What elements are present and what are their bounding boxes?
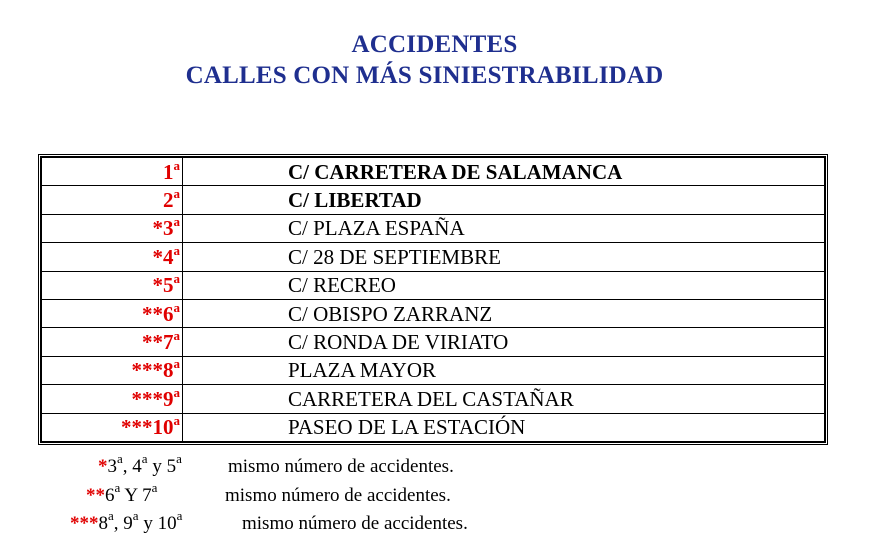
rank-ordinal: a [173,242,180,258]
rank-ordinal: a [173,299,180,315]
footnote-2-part2: Y 7 [120,485,152,506]
footnote-1-stars: * [98,456,108,477]
footnote-3 [70,508,468,536]
table-row [41,214,825,242]
street-name: C/ LIBERTAD [183,186,826,214]
rank-position [41,385,183,413]
rank-number: 7 [163,330,174,355]
title-line-1: ACCIDENTES [351,31,518,58]
rank-stars: *** [131,358,163,383]
ranking-table-body [41,157,825,442]
table-row [41,271,825,299]
footnote-2-sup2: a [151,480,158,495]
rank-ordinal: a [173,413,180,429]
footnote-3-part3: y 10 [138,513,177,534]
rank-number: 3 [163,216,174,241]
footnote-1-sup3: a [176,451,182,466]
footnote-3-part1: 8 [98,513,108,534]
rank-position [41,214,183,242]
street-name: C/ RECREO [183,271,826,299]
table-row [41,157,825,186]
table-row [41,186,825,214]
footnote-1-part1: 3 [107,456,117,477]
rank-stars: * [152,273,163,298]
rank-number: 6 [163,301,174,326]
rank-stars: * [152,244,163,269]
table-row [41,385,825,413]
footnote-3-part2: , 9 [113,513,133,534]
rank-number: 10 [152,415,174,440]
rank-number: 1 [163,159,174,184]
footnote-2-part1: 6 [105,485,115,506]
rank-number: 8 [163,358,174,383]
footnote-1-sup2: a [141,451,148,466]
footnote-2-sup1: a [114,480,121,495]
rank-position [41,356,183,384]
table-row [41,413,825,442]
footnote-1-part2: , 4 [122,456,142,477]
rank-ordinal: a [173,186,180,202]
rank-stars: *** [121,415,153,440]
rank-position [41,157,183,186]
rank-stars: ** [142,330,163,355]
rank-stars: * [152,216,163,241]
street-name: C/ RONDA DE VIRIATO [183,328,826,356]
footnote-1-part3: y 5 [147,456,177,477]
footnote-3-sup1: a [108,508,114,523]
rank-stars: ** [142,301,163,326]
rank-position [41,186,183,214]
table-row [41,356,825,384]
rank-position [41,328,183,356]
street-name: C/ 28 DE SEPTIEMBRE [183,243,826,271]
rank-number: 9 [163,386,174,411]
rank-ordinal: a [173,271,180,287]
street-name: C/ OBISPO ZARRANZ [183,299,826,327]
table-row [41,328,825,356]
rank-ordinal: a [173,384,180,400]
footnote-1-sup1: a [117,451,123,466]
footnote-2-desc: mismo número de accidentes. [225,485,451,506]
footnote-1 [98,451,454,479]
table-row [41,299,825,327]
street-name: C/ CARRETERA DE SALAMANCA [183,157,826,186]
rank-position [41,413,183,442]
rank-ordinal: a [173,157,180,173]
footnote-3-sup3: a [176,508,183,523]
rank-number: 2 [163,188,174,213]
footnote-3-stars: *** [70,513,99,534]
footnote-3-sup2: a [132,508,139,523]
rank-number: 4 [163,244,174,269]
ranking-table [40,156,826,443]
street-name: PASEO DE LA ESTACIÓN [183,413,826,442]
rank-ordinal: a [173,328,180,344]
rank-ordinal: a [173,214,180,230]
footnote-2 [86,480,451,508]
rank-stars: *** [131,386,163,411]
street-name: C/ PLAZA ESPAÑA [183,214,826,242]
table-row [41,243,825,271]
rank-position [41,271,183,299]
rank-number: 5 [163,273,174,298]
footnote-1-desc: mismo número de accidentes. [228,456,454,477]
rank-position [41,299,183,327]
footnote-2-stars: ** [86,485,105,506]
rank-ordinal: a [173,356,180,372]
street-name: PLAZA MAYOR [183,356,826,384]
rank-position [41,243,183,271]
street-name: CARRETERA DEL CASTAÑAR [183,385,826,413]
title-line-2: CALLES CON MÁS SINIESTRABILIDAD [185,62,664,89]
footnote-3-desc: mismo número de accidentes. [242,513,468,534]
